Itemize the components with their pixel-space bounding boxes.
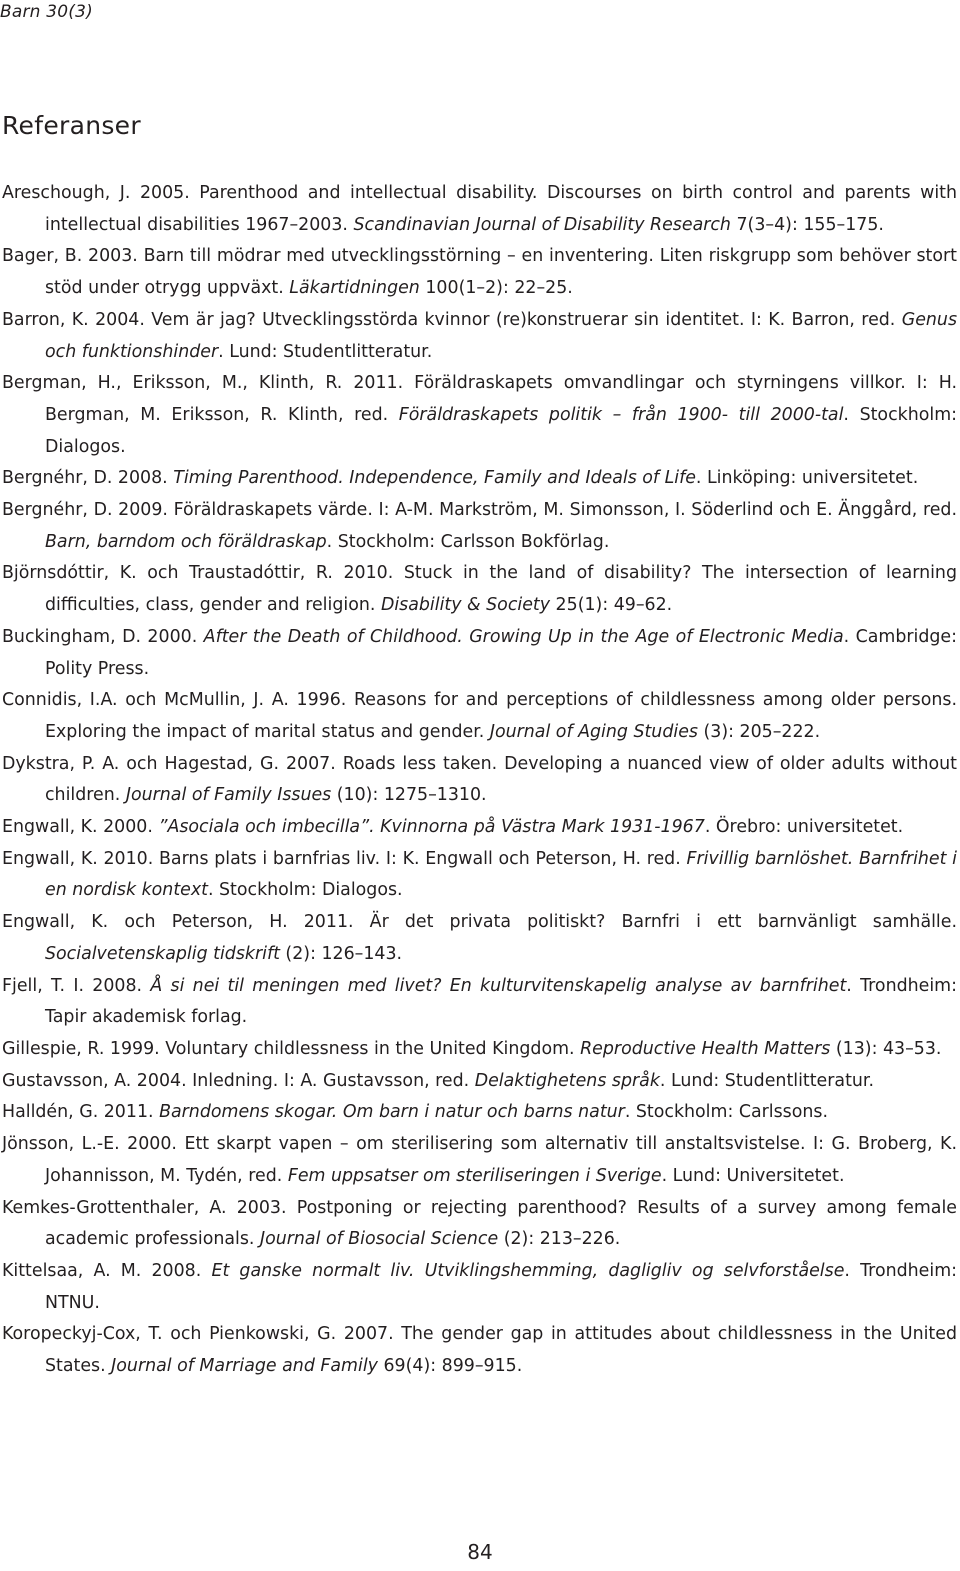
reference-text: Halldén, G. 2011. [2, 1102, 160, 1123]
reference-text: Kemkes-Grottenthaler, A. 2003. Postponing or rejecting parenthood? Results of a survey among female academic professionals. [2, 1197, 957, 1250]
reference-title-italic: Barn, barndom och föräldraskap [45, 531, 327, 552]
reference-title-italic: Journal of Family Issues [125, 785, 332, 806]
reference-text: Areschough, J. 2005. Parenthood and intellectual disability. Discourses on birth control and parents with intellectual disabilities 1967–2003. [2, 183, 957, 235]
reference-text: Barron, K. 2004. Vem är jag? Utvecklingsstörda kvinnor (re)konstruerar sin identitet. I: K. Barron, red. [2, 309, 902, 330]
reference-title-italic: ”Asociala och imbecilla”. Kvinnorna på Västra Mark 1931-1967 [158, 817, 705, 838]
reference-entry [2, 558, 957, 621]
reference-text: Dykstra, P. A. och Hagestad, G. 2007. Roads less taken. Developing a nuanced view of older adults without children. [2, 753, 957, 806]
reference-text: Engwall, K. 2000. [2, 817, 159, 838]
reference-entry [2, 241, 957, 304]
reference-title-italic: Genus och funktionshinder [45, 309, 957, 362]
reference-entry [2, 749, 957, 812]
reference-text: Buckingham, D. 2000. [2, 626, 204, 647]
reference-text: Bager, B. 2003. Barn till mödrar med utvecklingsstörning – en inventering. Liten riskgrupp som behöver stort stöd under otrygg uppväxt. [2, 246, 957, 299]
reference-title-italic: Föräldraskapets politik – från 1900- till 2000-tal [398, 404, 844, 425]
reference-title-italic: Journal of Biosocial Science [259, 1229, 499, 1250]
reference-text: . Linköping: universitetet. [695, 468, 919, 489]
running-header: Barn 30(3) [0, 2, 93, 22]
reference-text: . Stockholm: Carlsson Bokförlag. [326, 531, 610, 552]
reference-title-italic: Reproductive Health Matters [580, 1038, 831, 1059]
reference-text: Bergman, H., Eriksson, M., Klinth, R. 2011. Föräldraskapets omvandlingar och styrningens villkor. I: H. Bergman, M. Eriksson, R. Klinth, red. [2, 373, 957, 425]
reference-text: Bergnéhr, D. 2008. [2, 468, 174, 489]
reference-text: Connidis, I.A. och McMullin, J. A. 1996. Reasons for and perceptions of childlessness among older persons. Exploring the impact of marital status and gender. [2, 690, 957, 742]
reference-text: Bergnéhr, D. 2009. Föräldraskapets värde. I: A-M. Markström, M. Simonsson, I. Söderlind och E. Änggård, red. [2, 500, 957, 521]
reference-text: . Stockholm: Dialogos. [207, 880, 403, 901]
reference-entry [2, 305, 957, 368]
reference-entry [2, 622, 957, 685]
reference-text: Gustavsson, A. 2004. Inledning. I: A. Gustavsson, red. [2, 1070, 475, 1091]
reference-entry [2, 907, 957, 970]
reference-entry [2, 685, 957, 748]
reference-entry [2, 812, 957, 844]
reference-title-italic: Frivillig barnlöshet. Barnfrihet i en nordisk kontext [45, 848, 957, 901]
reference-text: . Lund: Universitetet. [661, 1165, 845, 1186]
reference-text: Björnsdóttir, K. och Traustadóttir, R. 2010. Stuck in the land of disability? The intersection of learning difficulties, class, gender and religion. [2, 563, 957, 616]
reference-entry [2, 844, 957, 907]
reference-entry [2, 1193, 957, 1256]
reference-title-italic: Scandinavian Journal of Disability Research [353, 214, 731, 235]
reference-entry [2, 463, 957, 495]
reference-entry [2, 1319, 957, 1382]
reference-entry [2, 1034, 957, 1066]
reference-text: (3): 205–222. [697, 721, 821, 742]
reference-text: . Trondheim: NTNU. [45, 1260, 957, 1313]
reference-text: . Trondheim: Tapir akademisk forlag. [45, 975, 957, 1028]
reference-text: Engwall, K. och Peterson, H. 2011. Är det privata politiskt? Barnfri i ett barnvänligt samhälle. [2, 912, 957, 933]
reference-title-italic: Journal of Aging Studies [489, 721, 698, 742]
reference-title-italic: Socialvetenskaplig tidskrift [45, 943, 280, 964]
reference-title-italic: After the Death of Childhood. Growing Up in the Age of Electronic Media [203, 626, 844, 647]
reference-text: . Lund: Studentlitteratur. [218, 341, 433, 362]
reference-title-italic: Fem uppsatser om steriliseringen i Sverige [287, 1165, 662, 1186]
reference-title-italic: Et ganske normalt liv. Utviklingshemming, dagligliv og selvforståelse [211, 1260, 845, 1281]
reference-title-italic: Journal of Marriage and Family [111, 1356, 378, 1377]
reference-title-italic: Timing Parenthood. Independence, Family and Ideals of Life [173, 468, 696, 489]
reference-text: 69(4): 899–915. [377, 1356, 523, 1377]
reference-text: (10): 1275–1310. [331, 785, 487, 806]
reference-entry [2, 1066, 957, 1098]
section-title: Referanser [2, 111, 141, 140]
reference-title-italic: Delaktighetens språk [474, 1070, 660, 1091]
reference-entry [2, 495, 957, 558]
reference-entry [2, 178, 957, 241]
reference-text: 100(1–2): 22–25. [419, 278, 573, 299]
reference-text: . Cambridge: Polity Press. [45, 626, 957, 679]
reference-entry [2, 1097, 957, 1129]
reference-entry [2, 368, 957, 463]
reference-list [2, 178, 957, 1383]
page-number: 84 [467, 1540, 493, 1564]
reference-entry [2, 1129, 957, 1192]
reference-text: Koropeckyj-Cox, T. och Pienkowski, G. 2007. The gender gap in attitudes about childlessness in the United States. [2, 1324, 957, 1377]
reference-entry [2, 971, 957, 1034]
reference-text: Fjell, T. I. 2008. [2, 975, 151, 996]
reference-text: . Örebro: universitetet. [704, 817, 904, 838]
reference-title-italic: Disability & Society [380, 595, 551, 616]
reference-text: Engwall, K. 2010. Barns plats i barnfrias liv. I: K. Engwall och Peterson, H. red. [2, 848, 687, 869]
reference-text: . Stockholm: Dialogos. [45, 404, 957, 457]
reference-text: (13): 43–53. [830, 1038, 942, 1059]
reference-text: . Lund: Studentlitteratur. [659, 1070, 874, 1091]
reference-title-italic: Barndomens skogar. Om barn i natur och barns natur [159, 1102, 625, 1123]
reference-title-italic: Å si nei til meningen med livet? En kulturvitenskapelig analyse av barnfrihet [150, 975, 847, 996]
reference-text: Kittelsaa, A. M. 2008. [2, 1260, 212, 1281]
reference-text: 7(3–4): 155–175. [730, 214, 884, 235]
reference-text: (2): 126–143. [279, 943, 403, 964]
reference-text: Gillespie, R. 1999. Voluntary childlessness in the United Kingdom. [2, 1038, 581, 1059]
reference-text: (2): 213–226. [498, 1229, 621, 1250]
reference-text: . Stockholm: Carlssons. [624, 1102, 828, 1123]
reference-title-italic: Läkartidningen [289, 278, 420, 299]
reference-entry [2, 1256, 957, 1319]
reference-text: Jönsson, L.-E. 2000. Ett skarpt vapen – om sterilisering som alternativ till anstaltsvistelse. I: G. Broberg, K. Johannisson, M. Tydén, red. [2, 1134, 957, 1186]
reference-text: 25(1): 49–62. [550, 595, 673, 616]
